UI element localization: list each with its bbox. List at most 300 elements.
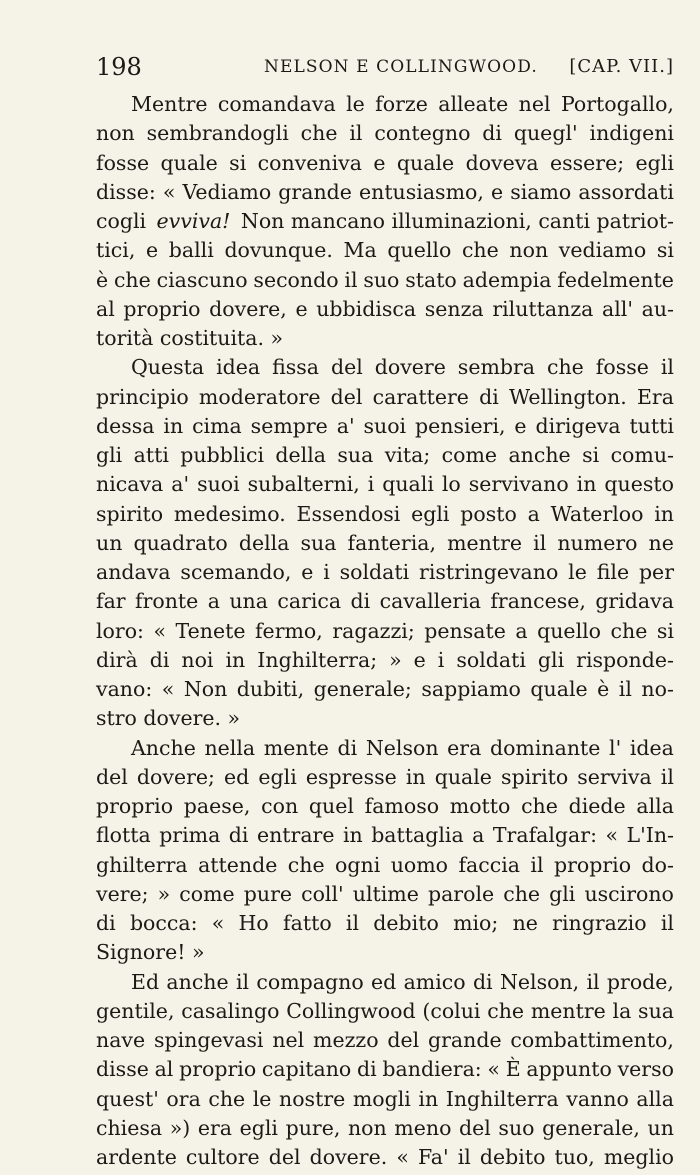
word: andava — [96, 560, 171, 584]
word: si — [582, 443, 600, 467]
word: bandiera: — [382, 1057, 482, 1082]
word: Vediamo — [182, 179, 272, 204]
word: ne — [648, 530, 674, 555]
word: flotta — [96, 823, 151, 848]
word: ultime — [352, 881, 419, 906]
word: ne — [512, 911, 538, 935]
word: cultore — [185, 1145, 260, 1169]
word: moderatore — [198, 384, 321, 409]
word: pure, — [285, 1115, 341, 1140]
word: al — [154, 1057, 174, 1082]
word: Mentre — [131, 92, 208, 116]
word: Anche — [131, 735, 196, 760]
word: Questa — [131, 355, 205, 380]
text-line — [96, 734, 674, 763]
word: che — [610, 618, 648, 643]
word: e — [413, 647, 426, 672]
word: « — [605, 823, 619, 848]
text-line — [96, 792, 674, 821]
body-text — [96, 90, 674, 1172]
word: coll' — [301, 881, 344, 906]
word: mente — [263, 735, 329, 760]
word: parole — [427, 881, 495, 906]
word: lo — [441, 472, 461, 497]
word: del — [387, 1028, 420, 1052]
word: comandava — [217, 92, 336, 116]
word: quel — [308, 794, 354, 818]
word: Waterloo — [550, 501, 644, 526]
word: quale — [160, 150, 218, 175]
word: comu- — [610, 443, 674, 467]
word: dirà — [96, 647, 138, 672]
word: quale — [530, 677, 588, 701]
word: nel — [272, 1028, 305, 1052]
text-line — [96, 880, 674, 909]
word: (colui — [422, 998, 481, 1023]
word: verso — [617, 1057, 674, 1082]
word: Portogallo, — [560, 92, 674, 116]
word: a — [527, 501, 540, 526]
word: atti — [133, 443, 169, 467]
word: casalingo — [181, 998, 280, 1023]
word: chiesa — [96, 1115, 163, 1140]
word: il — [344, 267, 358, 292]
word: del — [459, 1115, 491, 1140]
word: egli — [635, 150, 674, 175]
word: ogni — [335, 852, 381, 877]
word: no- — [641, 677, 674, 701]
word: posto — [460, 501, 517, 526]
italic-word: evviva! — [156, 209, 231, 233]
word: in — [654, 501, 674, 526]
word: siamo — [510, 179, 572, 204]
word: quello — [537, 618, 602, 643]
word: ed — [224, 764, 250, 789]
word: si — [656, 618, 674, 643]
word: fermo, — [254, 618, 323, 643]
word: grande — [427, 1028, 502, 1052]
word: quegl' — [513, 121, 578, 146]
word: loro: — [96, 618, 144, 643]
word: amico — [403, 969, 466, 994]
word: di — [228, 823, 249, 848]
word: entusiasmo, — [358, 179, 484, 204]
text-line — [96, 763, 674, 792]
word: ghilterra — [96, 852, 188, 877]
word: vita; — [384, 443, 431, 467]
word: faccia — [458, 852, 520, 877]
word: è — [597, 677, 610, 701]
word: gridava — [595, 589, 674, 614]
word: ringrazio — [552, 911, 647, 935]
text-line — [96, 1055, 674, 1084]
word: come — [441, 443, 498, 467]
word: in — [163, 413, 184, 438]
word: nave — [96, 1028, 146, 1052]
text-line — [96, 821, 674, 850]
word: pensieri, — [414, 413, 506, 438]
word: scemando, — [180, 560, 292, 584]
text-line — [96, 1026, 674, 1055]
word: medesimo. — [173, 501, 286, 526]
running-title: NELSON E COLLINGWOOD. — [264, 57, 538, 77]
word: si — [229, 150, 247, 175]
word: alla — [636, 794, 674, 818]
text-line — [96, 851, 674, 880]
word: far — [96, 589, 126, 614]
word: francese, — [490, 589, 586, 614]
word: bocca: — [129, 911, 198, 935]
word: attende — [198, 852, 278, 877]
word: questo — [604, 472, 674, 497]
text-line — [96, 470, 674, 499]
text-line — [96, 266, 674, 295]
word: spingevasi — [153, 1028, 264, 1052]
word: dovere, — [209, 296, 287, 321]
word: « — [396, 1145, 409, 1169]
text-line — [96, 149, 674, 178]
word: « — [161, 677, 175, 701]
word: generale, — [542, 1115, 640, 1140]
word: gli — [96, 443, 123, 467]
word: le — [346, 92, 365, 116]
word: L'In- — [626, 823, 674, 848]
word: i — [367, 472, 375, 497]
word: « — [153, 618, 167, 643]
word: » — [157, 881, 171, 906]
word: a' — [171, 472, 190, 497]
word: meno — [394, 1115, 452, 1140]
word: mio; — [453, 911, 499, 935]
page-number: 198 — [96, 53, 142, 81]
word: essere; — [549, 150, 625, 175]
word: che — [503, 881, 541, 906]
word: mezzo — [313, 1028, 379, 1052]
word: subalterni, — [247, 472, 360, 497]
word: a' — [336, 413, 355, 438]
word: Collingwood — [286, 998, 416, 1023]
word: vanno — [566, 1086, 629, 1111]
word: disse — [96, 1057, 149, 1082]
text-line — [96, 558, 674, 587]
text-line — [96, 383, 674, 412]
word: per — [638, 560, 674, 584]
word: che — [547, 355, 584, 380]
word: era — [447, 735, 482, 760]
word: in — [405, 764, 426, 789]
text-line — [96, 675, 674, 704]
word: il — [349, 121, 363, 146]
word: proprio — [553, 852, 632, 877]
word: spirito — [501, 764, 569, 789]
word: debito — [479, 1145, 546, 1169]
word: una — [229, 589, 268, 614]
word: e — [490, 179, 504, 204]
word: in — [342, 823, 363, 848]
text-line — [96, 1114, 674, 1143]
word: diede — [568, 794, 626, 818]
word: quadrato — [133, 530, 228, 555]
word: cima — [192, 413, 242, 438]
word: principio — [96, 384, 189, 409]
word: numero — [557, 530, 638, 555]
word: al — [96, 296, 115, 321]
word: il — [660, 764, 674, 789]
word: Ma — [343, 238, 377, 263]
word: vano: — [96, 677, 153, 701]
word: il — [457, 1145, 471, 1169]
word: nella — [204, 735, 256, 760]
word: » — [389, 647, 402, 672]
word: indigeni — [589, 121, 674, 146]
word: sembrandogli — [146, 121, 289, 146]
word: di — [472, 969, 493, 994]
word: che — [487, 998, 525, 1023]
word: alla — [636, 1086, 674, 1111]
word: sappiamo — [421, 677, 521, 701]
word: ») — [169, 1115, 191, 1140]
word: nel — [518, 92, 551, 116]
word: fissa — [272, 355, 320, 380]
word: tici, — [96, 238, 136, 263]
word: Essendosi — [296, 501, 401, 526]
word: di — [350, 589, 371, 614]
word: e — [373, 150, 386, 175]
word: Nelson — [365, 735, 439, 760]
word: il — [235, 969, 250, 994]
word: pure — [243, 881, 293, 906]
word: dirigeva — [535, 413, 621, 438]
word: tutti — [629, 413, 674, 438]
word: in — [225, 647, 246, 672]
text-line — [96, 412, 674, 441]
word: quello — [387, 238, 452, 263]
chapter-reference: [CAP. VII.] — [569, 56, 674, 77]
text-line — [96, 90, 674, 119]
word: balli — [168, 238, 214, 263]
word: proprio — [96, 794, 174, 818]
word: a — [472, 823, 485, 848]
word: motto — [449, 794, 511, 818]
word: egli — [258, 764, 297, 789]
word: Trafalgar: — [492, 823, 597, 848]
word: compagno — [256, 969, 364, 994]
word: di — [357, 1057, 377, 1082]
word: risponde- — [576, 647, 674, 672]
word: grande — [278, 179, 352, 204]
word: ubbidisca — [316, 296, 417, 321]
word: e — [146, 238, 159, 263]
word: suoi — [363, 413, 407, 438]
word: servivano — [468, 472, 569, 497]
text-line — [96, 646, 674, 675]
word: e — [295, 296, 308, 321]
word: contegno — [374, 121, 471, 146]
text-line — [96, 441, 674, 470]
word: noi — [181, 647, 214, 672]
word: dovere; — [136, 764, 215, 789]
word: i — [437, 647, 445, 672]
word: sempre — [250, 413, 328, 438]
word: ardente — [96, 1145, 177, 1169]
text-line — [96, 178, 674, 207]
word: Inghilterra — [445, 1086, 559, 1111]
word: stato — [405, 267, 457, 292]
word: del — [268, 1145, 301, 1169]
word: Nelson, — [499, 969, 580, 994]
word: del — [330, 384, 363, 409]
word: era — [197, 1115, 233, 1140]
text-line — [96, 207, 674, 236]
word: le — [568, 560, 587, 584]
word: di — [96, 911, 116, 935]
word: do- — [641, 852, 674, 877]
word: nicava — [96, 472, 164, 497]
word: « — [487, 1057, 500, 1082]
word: le — [252, 1086, 272, 1111]
word: e — [301, 560, 314, 584]
word: il — [345, 911, 360, 935]
word: della — [238, 530, 290, 555]
word: di — [337, 735, 358, 760]
word: soldati — [339, 560, 410, 584]
word: suo — [363, 267, 400, 292]
text-line — [96, 500, 674, 529]
text-line — [96, 1085, 674, 1114]
word: proprio — [123, 296, 201, 321]
word: ciascuno — [156, 267, 248, 292]
word: appunto — [526, 1057, 612, 1082]
text-line — [96, 1143, 674, 1172]
text-line: stro dovere. » — [96, 706, 241, 731]
word: sua — [638, 998, 674, 1023]
word: ristringevano — [419, 560, 559, 584]
word: con — [261, 794, 299, 818]
word: Inghilterra; — [257, 647, 378, 672]
word: che — [461, 238, 499, 263]
word: dubiti, — [236, 677, 305, 701]
word: Non — [183, 677, 228, 701]
word: la — [612, 998, 632, 1023]
word: in — [576, 472, 597, 497]
text-line — [96, 968, 674, 997]
word: dominante — [489, 735, 601, 760]
word: assordati — [578, 179, 674, 204]
word: che — [208, 1086, 246, 1111]
word: pensate — [424, 618, 506, 643]
word: Tenete — [175, 618, 246, 643]
word: conveniva — [257, 150, 362, 175]
word: sembra — [457, 355, 536, 380]
word: idea — [629, 735, 674, 760]
word: soldati — [456, 647, 526, 672]
text-line — [96, 617, 674, 646]
word: alleate — [438, 92, 509, 116]
word: secondo — [253, 267, 339, 292]
word: « — [162, 179, 176, 204]
word: è — [96, 267, 109, 292]
word: mogli — [352, 1086, 411, 1111]
word: « — [211, 911, 225, 935]
text-line — [96, 529, 674, 558]
word: fatto — [283, 911, 332, 935]
word: mentre — [530, 998, 606, 1023]
word: cavalleria — [379, 589, 481, 614]
word: suoi — [197, 472, 240, 497]
word: non — [347, 1115, 387, 1140]
word: famoso — [364, 794, 440, 818]
word: pubblici — [180, 443, 265, 467]
word: È — [505, 1057, 521, 1082]
word: in — [418, 1086, 439, 1111]
text-line — [96, 236, 674, 265]
word: della — [275, 443, 327, 467]
word: quest' — [96, 1086, 159, 1111]
word: anche — [166, 969, 229, 994]
word: i — [323, 560, 330, 584]
word: carattere — [372, 384, 469, 409]
word: come — [179, 881, 235, 906]
text-line — [96, 295, 674, 324]
word: debito — [373, 911, 439, 935]
text-line — [96, 587, 674, 616]
word: Wellington. — [508, 384, 627, 409]
text-line: torità costituita. » — [96, 326, 284, 350]
word: Ho — [238, 911, 269, 935]
word: gentile, — [96, 998, 175, 1023]
word: dovunque. — [224, 238, 333, 263]
word: combattimento, — [510, 1028, 674, 1052]
word: generale; — [313, 677, 412, 701]
word: dessa — [96, 413, 155, 438]
word: egli — [239, 1115, 278, 1140]
text-segment: Non mancano illuminazioni, canti patriot- — [240, 209, 674, 233]
word: proprio — [179, 1057, 257, 1082]
word: adempia — [462, 267, 552, 292]
word: prima — [159, 823, 221, 848]
word: doveva — [465, 150, 539, 175]
word: forze — [375, 92, 428, 116]
word: gli — [549, 881, 576, 906]
word: ora — [166, 1086, 201, 1111]
word: uscirono — [584, 881, 674, 906]
word: Fa' — [417, 1145, 449, 1169]
word: vere; — [96, 881, 149, 906]
word: non — [509, 238, 549, 263]
word: a — [207, 589, 220, 614]
word: il — [660, 911, 674, 935]
word: del — [96, 764, 128, 789]
text-line — [96, 353, 674, 382]
word: fanteria, — [347, 530, 437, 555]
word: il — [533, 530, 547, 555]
word: quali — [382, 472, 434, 497]
word: che — [300, 121, 338, 146]
word: gli — [537, 647, 565, 672]
word: un — [96, 530, 123, 555]
word: carica — [277, 589, 342, 614]
word: tuo, — [554, 1145, 595, 1169]
word: au- — [641, 296, 674, 321]
word: paese, — [183, 794, 251, 818]
word: ragazzi; — [332, 618, 415, 643]
word: fedelmente — [557, 267, 674, 292]
word: prode, — [606, 969, 674, 994]
word: che — [113, 267, 151, 292]
word: del — [330, 355, 363, 380]
word: meglio — [603, 1145, 674, 1169]
word: non — [96, 121, 135, 146]
